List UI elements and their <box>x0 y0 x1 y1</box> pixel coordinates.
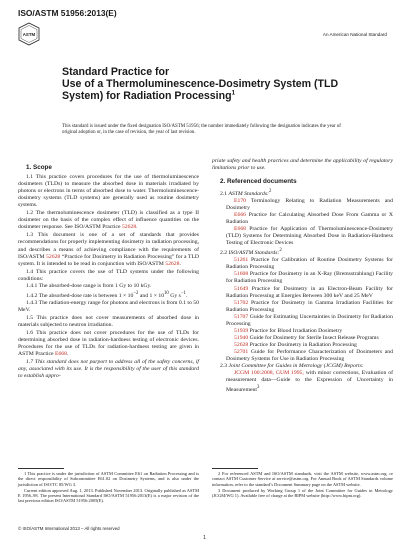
paragraph-1-2: 1.2 The thermoluminescence dosimeter (TLD) is classified as a type II dosimeter on the basis of the complex effect of influence quantities on the dosimeter response. See ISO/ASTM Practice 52628. <box>18 210 199 231</box>
reference-entry: 51261 Practice for Calibration of Routine Dosimetry Systems for Radiation Processing <box>226 257 393 271</box>
reference-code-link[interactable]: 51940 <box>234 334 249 341</box>
reference-entry: E170 Terminology Relating to Radiation Measurements and Dosimetry <box>226 198 393 212</box>
title-line-1: Standard Practice for <box>62 66 170 78</box>
iso-astm-reference-list <box>212 257 393 363</box>
footnote-3: 3 Document produced by Working Group 1 of the Joint Committee for Guides in Metrology (JCGM/WG 1). Available free of charge at the BIPM website (http://www.bipm.org). <box>212 487 393 499</box>
ref-link-52628[interactable]: 52628 <box>165 260 180 267</box>
astm-reference-list <box>212 198 393 247</box>
reference-code-link[interactable]: 51608 <box>234 271 249 278</box>
footnote-divider <box>18 468 64 469</box>
reference-entry: E668 Practice for Application of Thermoluminescence-Dosimetry (TLD) Systems for Determining Absorbed Dose in Radiation-Hardness Testing of Electronic Devices <box>226 226 393 247</box>
reference-entry: 52628 Practice for Dosimetry in Radiation Processing <box>234 341 357 348</box>
logo-text: ASTM <box>22 32 36 37</box>
ref-link-e668[interactable]: E668 <box>54 351 67 358</box>
copyright-footer: © ISO/ASTM International 2013 – All rights reserved <box>18 526 120 531</box>
footnotes-left <box>18 471 199 505</box>
footnote-2: 2 For referenced ASTM and ISO/ASTM standards, visit the ASTM website, www.astm.org, or contact ASTM Customer Service at service@astm.org. For Annual Book of ASTM Standards volume information, refer to the standard’s Document Summary page on the ASTM website. <box>212 471 393 487</box>
footnote-1-edition: Current edition approved Aug. 1, 2013. Published November 2013. Originally published as ASTM E 1956–98. The present International Standard ISO/ASTM 51956:2013(E) is a major revision of the last previous edition ISO/ASTM 51956:2005(E). <box>18 487 199 504</box>
page-number: 1 <box>203 535 206 541</box>
reference-code-link[interactable]: 52628 <box>234 341 249 348</box>
paragraph-1-6: 1.6 This practice does not cover procedures for the use of TLDs for determining absorbed dose in radiation-hardness testing of electronic devices. Procedures for the use of TLDs for radiation-hardness testing are given in ASTM Practice E668. <box>18 329 199 358</box>
paragraph-1-7-continued: priate safety and health practices and determine the applicability of regulatory limitations prior to use. <box>212 158 393 172</box>
reference-entry: 51649 Practice for Dosimetry in an Electron-Beam Facility for Radiation Processing at Energies Between 300 keV and 25 MeV <box>226 285 393 299</box>
reference-entry: 51608 Practice for Dosimetry in an X-Ray (Bremsstrahlung) Facility for Radiation Processing <box>226 271 393 285</box>
left-column <box>18 158 199 380</box>
astm-standards-heading: 2.1 ASTM Standards:$^2$ <box>220 189 272 198</box>
paragraph-1-5: 1.5 This practice does not cover measurements of absorbed dose in materials subjected to neutron irradiation. <box>18 314 199 328</box>
reference-code-link[interactable]: 51707 <box>234 313 249 320</box>
reference-code-link[interactable]: E666 <box>234 212 247 219</box>
standard-designation: ISO/ASTM 51956:2013(E) <box>18 8 117 18</box>
reference-entry: 52701 Guide for Performance Characterization of Dosimeters and Dosimetry Systems for Use in Radiation Processing <box>226 348 393 362</box>
reference-code-link[interactable]: 51649 <box>234 285 249 292</box>
jcgm-reports-heading: 2.3 Joint Committee for Guides in Metrology (JCGM) Reports: <box>220 363 364 370</box>
reference-entry: 51939 Practice for Blood Irradiation Dosimetry <box>234 327 343 334</box>
paragraph-1-4-2: 1.4.2 The absorbed-dose rate is between $1 \times 10^{-2}$ and $1 \times 10^{10}$ Gy $s^{-1}$. <box>26 290 188 299</box>
reference-entry: 51707 Guide for Estimating Uncertainties in Dosimetry for Radiation Processing <box>226 313 393 327</box>
iso-astm-standards-heading: 2.2 ISO/ASTM Standards:$^2$ <box>220 248 282 257</box>
ref-link-52628[interactable]: 52628 <box>46 253 61 260</box>
title-footnote-mark: 1 <box>231 89 236 97</box>
paragraph-1-1: 1.1 This practice covers procedures for the use of thermoluminescence dosimeters (TLDs) to measure the absorbed dose in materials irradiated by photons or electrons in terms of absorbed dose to water. Thermoluminescence-dosimetry systems (TLD systems) are generally used as routine dosimetry systems. <box>18 174 199 209</box>
reference-code-link[interactable]: 51261 <box>234 257 249 264</box>
reference-code-link[interactable]: E170 <box>234 198 247 205</box>
american-national-standard-label: An American National Standard <box>322 32 387 37</box>
paragraph-1-4-1: 1.4.1 The absorbed-dose range is from 1 Gy to 10 kGy. <box>26 282 152 289</box>
ref-link-52628[interactable]: 52628 <box>121 224 137 231</box>
reference-entry: 51702 Practice for Dosimetry in Gamma Irradiation Facilities for Radiation Processing <box>226 299 393 313</box>
jcgm-reference-list <box>212 370 393 394</box>
footnote-divider <box>212 468 258 469</box>
astm-logo <box>18 22 40 46</box>
paragraph-1-3: 1.3 This document is one of a set of standards that provides recommendations for properly implementing dosimetry in radiation processing, and describes a means of achieving compliance with the requirements of ISO/ASTM 52628 “Practice for Dosimetry in Radiation Processing” for a TLD system. It is intended to be read in conjunction with ISO/ASTM 52628. <box>18 232 200 267</box>
reference-entry: E666 Practice for Calculating Absorbed Dose From Gamma or X Radiation <box>226 212 393 226</box>
reference-entry: JCGM 100:2008, GUM 1995, with minor corrections, Evaluation of measurement data—Guide to the Expression of Uncertainty in Measurement$^3$ <box>226 370 393 394</box>
title-line-2: Use of a Thermoluminescence-Dosimetry System (TLD <box>62 78 339 90</box>
document-title <box>62 66 362 102</box>
referenced-documents-heading: 2. Referenced documents <box>220 178 297 186</box>
paragraph-1-4-3: 1.4.3 The radiation-energy range for photons and electrons is from 0.1 to 50 MeV. <box>18 299 199 313</box>
footnote-1: 1 This practice is under the jurisdiction of ASTM Committee E61 on Radiation Processing and is the direct responsibility of Subcommittee E61.02 on Dosimetry Systems, and is also under the jurisdiction of ISO/TC 85/WG 3. <box>18 471 199 487</box>
reference-code-link[interactable]: 52701 <box>234 348 249 355</box>
reference-code-link[interactable]: 51939 <box>234 327 249 334</box>
reference-code-link[interactable]: JCGM 100:2008, GUM 1995, <box>234 370 304 377</box>
title-line-3: System) for Radiation Processing$^1$ <box>62 89 236 102</box>
paragraph-1-7: 1.7 This standard does not purport to address all of the safety concerns, if any, associated with its use. It is the responsibility of the user of this standard to establish appro- <box>18 359 199 380</box>
reference-code-link[interactable]: 51702 <box>234 299 249 306</box>
paragraph-1-4: 1.4 This practice covers the use of TLD systems under the following conditions: <box>18 268 199 282</box>
scope-heading: 1. Scope <box>26 164 52 171</box>
reference-code-link[interactable]: E668 <box>234 226 247 233</box>
footnotes-right <box>212 471 393 499</box>
right-column <box>212 158 393 394</box>
reference-entry: 51940 Guide for Dosimetry for Sterile Insect Release Programs <box>234 334 379 341</box>
issue-note: This standard is issued under the fixed designation ISO/ASTM 51956; the number immediately following the designation indicates the year of original adoption or, in the case of revision, the year of last revision. <box>62 124 341 135</box>
